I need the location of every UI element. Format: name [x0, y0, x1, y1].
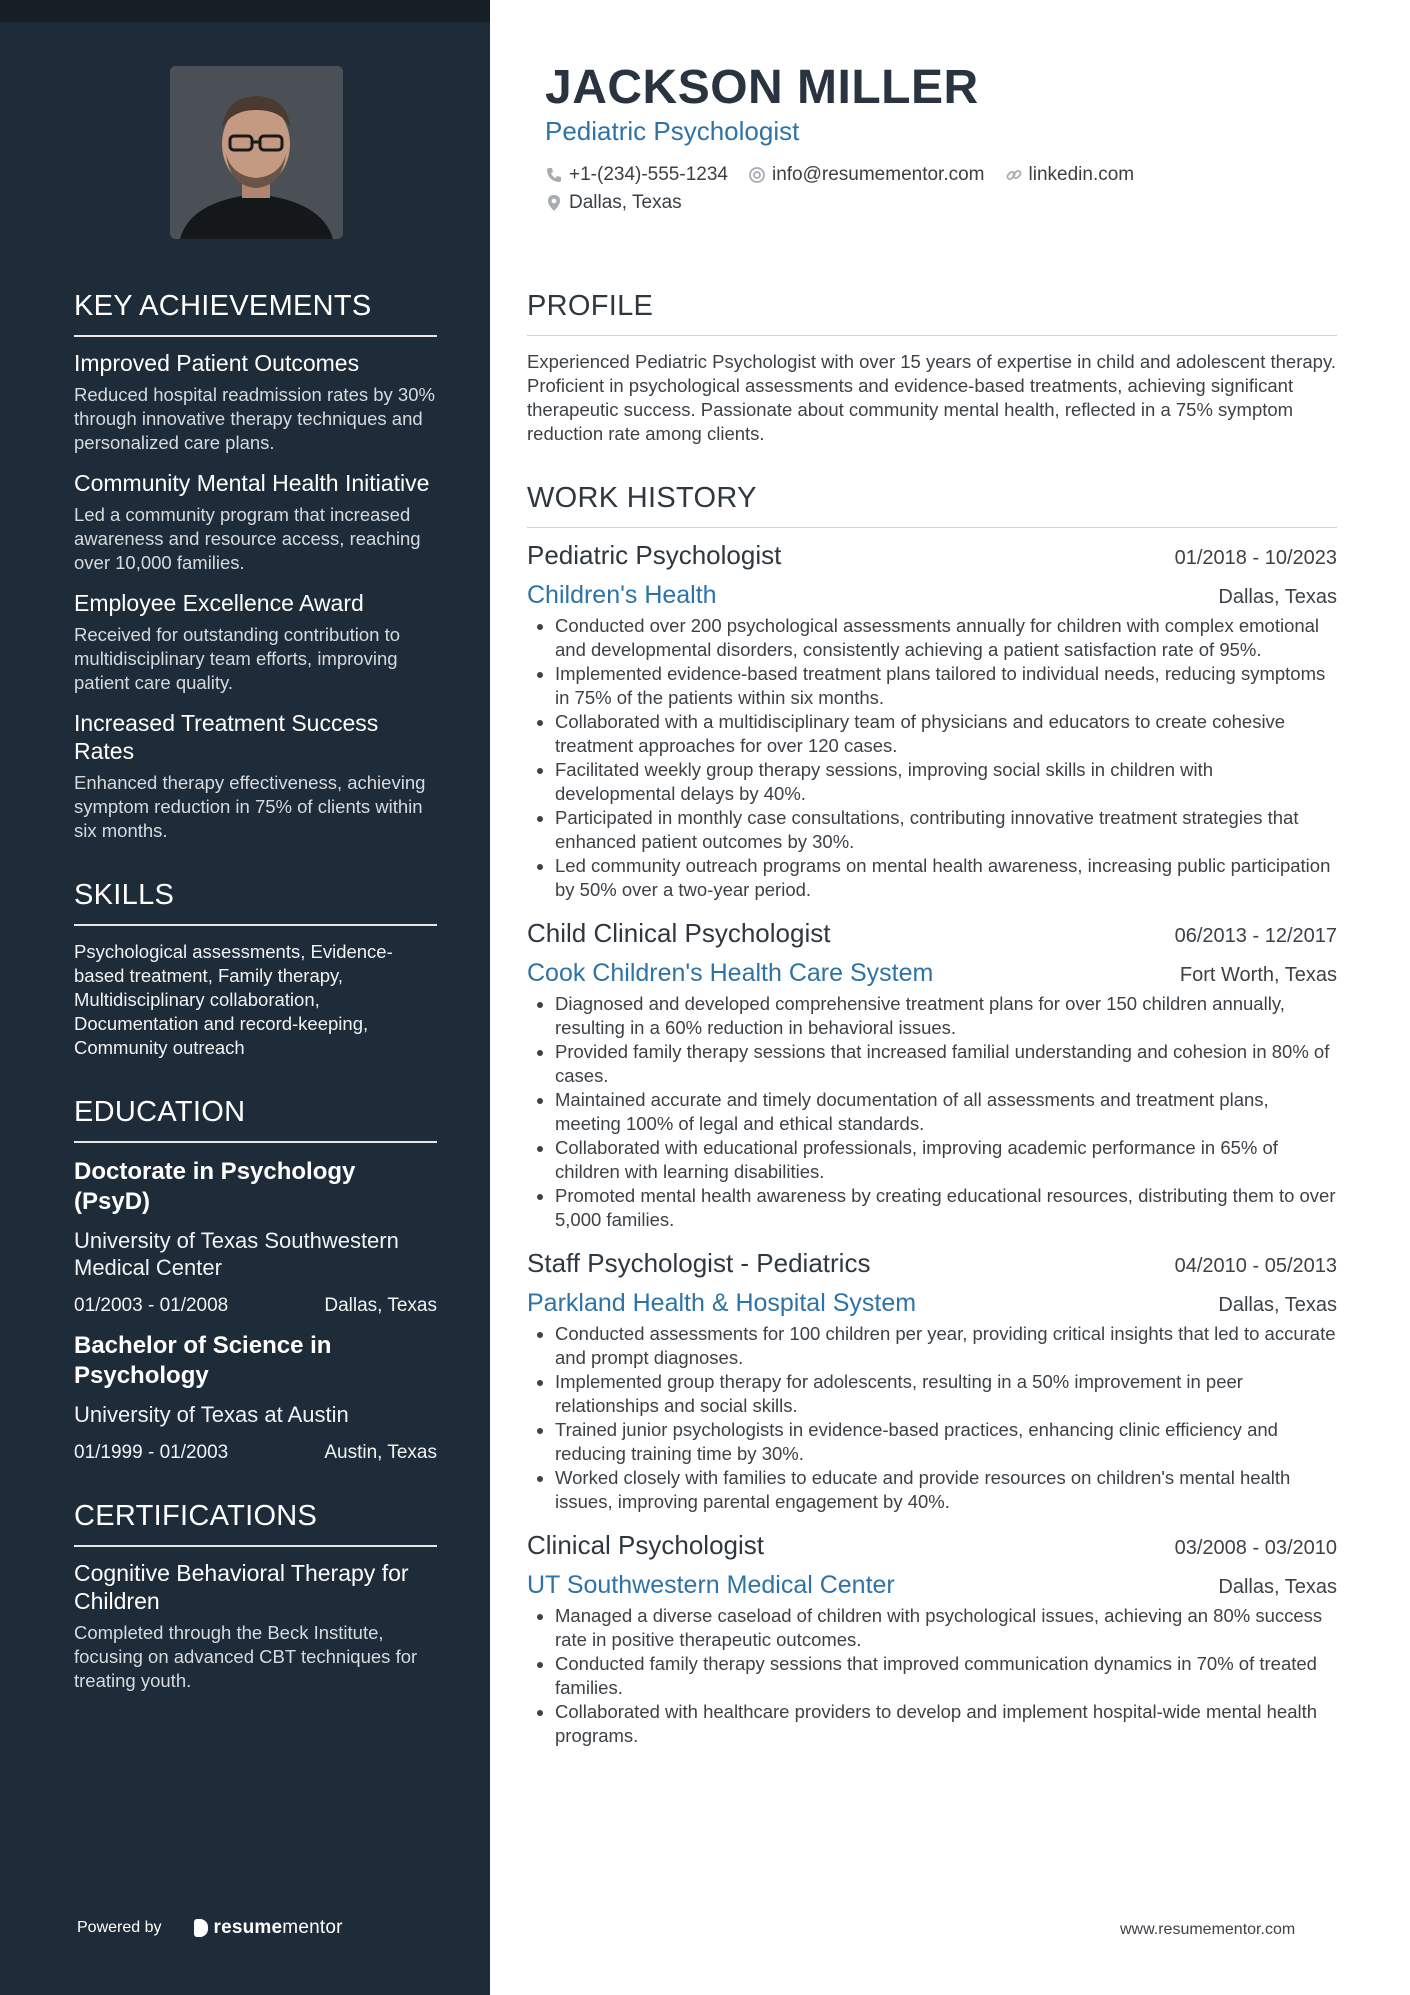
at-icon [748, 166, 766, 184]
work-history-section [527, 482, 1337, 1748]
education-item [74, 1331, 437, 1464]
achievement-desc: Enhanced therapy effectiveness, achieving symptom reduction in 75% of clients within six months. [74, 772, 426, 841]
job-title: Pediatric Psychologist [527, 540, 782, 570]
job-bullet: • Collaborated with healthcare providers to develop and implement hospital-wide mental health programs. [555, 1700, 1337, 1748]
job-bullet: • Conducted over 200 psychological assessments annually for children with complex emotional and developmental disorders, consistently achieving a patient satisfaction rate of 95%. [555, 614, 1337, 662]
achievement-item [74, 469, 437, 575]
phone-text: +1-(234)-555-1234 [569, 164, 728, 185]
achievement-title: Community Mental Health Initiative [74, 470, 430, 496]
sidebar-top-bar [0, 0, 490, 22]
job-title: Child Clinical Psychologist [527, 918, 831, 948]
job-dates: 03/2008 - 03/2010 [1174, 1537, 1337, 1559]
job-company: Children's Health [527, 581, 717, 609]
location-pin-icon [545, 194, 563, 212]
candidate-name: JACKSON MILLER [545, 61, 979, 114]
job-bullet: • Worked closely with families to educate and provide resources on children's mental health issues, improving parental engagement by 40%. [555, 1466, 1337, 1514]
education-item [74, 1157, 437, 1317]
job-location: Dallas, Texas [1218, 586, 1337, 608]
achievement-title: Improved Patient Outcomes [74, 350, 360, 376]
education-location: Dallas, Texas [324, 1295, 437, 1316]
contact-linkedin[interactable] [1005, 164, 1135, 186]
profile-section [527, 290, 1337, 446]
education-school: University of Texas at Austin [74, 1402, 349, 1427]
job-bullet: • Diagnosed and developed comprehensive treatment plans for over 150 children annually, resulting in a 60% reduction in behavioral issues. [555, 992, 1337, 1040]
job-entry [527, 1248, 1337, 1514]
job-company: Cook Children's Health Care System [527, 959, 934, 987]
achievement-item [74, 589, 437, 695]
footer-url[interactable]: www.resumementor.com [1120, 1921, 1296, 1938]
sidebar-content [74, 290, 437, 1729]
job-entry [527, 918, 1337, 1232]
sidebar [0, 0, 490, 1995]
job-entry [527, 540, 1337, 902]
job-bullet: • Led community outreach programs on mental health awareness, increasing public participation by 50% over a two-year period. [555, 854, 1337, 902]
phone-icon [545, 166, 563, 184]
contact-email[interactable] [748, 164, 985, 186]
powered-by-label: Powered by [77, 1919, 162, 1936]
job-title: Clinical Psychologist [527, 1530, 764, 1560]
education-dates: 01/2003 - 01/2008 [74, 1295, 229, 1316]
job-bullet: • Maintained accurate and timely documentation of all assessments and treatment plans, meeting 100% of legal and ethical standards. [555, 1088, 1337, 1136]
candidate-title: Pediatric Psychologist [545, 116, 800, 146]
job-company: Parkland Health & Hospital System [527, 1289, 917, 1317]
education-degree: Bachelor of Science in Psychology [74, 1332, 332, 1389]
education-dates: 01/1999 - 01/2003 [74, 1442, 229, 1463]
certification-item [74, 1559, 437, 1693]
achievement-desc: Received for outstanding contribution to multidisciplinary team efforts, improving patient care quality. [74, 624, 401, 693]
contact-phone[interactable] [545, 164, 728, 186]
job-bullet: • Facilitated weekly group therapy sessions, improving social skills in children with developmental delays by 40%. [555, 758, 1337, 806]
profile-heading: PROFILE [527, 290, 1337, 336]
job-bullet: • Collaborated with educational professionals, improving academic performance in 65% of children with learning disabilities. [555, 1136, 1337, 1184]
brand-logo[interactable] [194, 1917, 343, 1939]
education-degree: Doctorate in Psychology (PsyD) [74, 1158, 356, 1215]
work-history-heading: WORK HISTORY [527, 482, 1337, 528]
certification-desc: Completed through the Beck Institute, focusing on advanced CBT techniques for treating youth. [74, 1622, 418, 1691]
job-location: Dallas, Texas [1218, 1294, 1337, 1316]
brand-name-bold: resume [213, 1917, 283, 1938]
job-title: Staff Psychologist - Pediatrics [527, 1248, 871, 1278]
contact-row-location [545, 192, 702, 214]
brand-name-light: mentor [282, 1917, 343, 1938]
contact-row [545, 164, 1154, 186]
job-dates: 04/2010 - 05/2013 [1174, 1255, 1337, 1277]
achievement-title: Increased Treatment Success Rates [74, 710, 379, 764]
profile-text: Experienced Pediatric Psychologist with over 15 years of expertise in child and adolescent therapy. Proficient in psychological assessments and evidence-based treatments, achieving significant therapeutic success. Passionate about community mental health, reflected in a 75% symptom reduction rate among clients. [527, 351, 1336, 444]
education-section [74, 1096, 437, 1464]
job-bullet: • Collaborated with a multidisciplinary team of physicians and educators to create cohesive treatment approaches for over 120 cases. [555, 710, 1337, 758]
email-text: info@resumementor.com [771, 164, 985, 185]
job-bullets [527, 992, 1337, 1232]
job-location: Dallas, Texas [1218, 1576, 1337, 1598]
skills-list: Psychological assessments, Evidence-based treatment, Family therapy, Multidisciplinary collaboration, Documentation and record-keeping, Community outreach [74, 941, 393, 1058]
job-bullet: • Conducted assessments for 100 children per year, providing critical insights that led to accurate and prompt diagnoses. [555, 1322, 1337, 1370]
job-dates: 06/2013 - 12/2017 [1174, 925, 1337, 947]
contact-location [545, 192, 682, 214]
job-bullet: • Trained junior psychologists in evidence-based practices, enhancing clinic efficiency and reducing training time by 30%. [555, 1418, 1337, 1466]
powered-by [77, 1917, 343, 1939]
job-entry [527, 1530, 1337, 1748]
skills-heading: SKILLS [74, 879, 437, 926]
link-icon [1005, 166, 1023, 184]
job-location: Fort Worth, Texas [1179, 964, 1337, 986]
job-bullet: • Conducted family therapy sessions that improved communication dynamics in 70% of treated families. [555, 1652, 1337, 1700]
job-bullet: • Implemented evidence-based treatment plans tailored to individual needs, reducing symptoms in 75% of the patients within six months. [555, 662, 1337, 710]
linkedin-text: linkedin.com [1028, 164, 1135, 185]
profile-photo-illustration [170, 66, 343, 239]
job-company: UT Southwestern Medical Center [527, 1571, 895, 1599]
job-bullet: • Promoted mental health awareness by creating educational resources, distributing them to over 5,000 families. [555, 1184, 1337, 1232]
education-location: Austin, Texas [324, 1442, 437, 1463]
job-bullet: • Implemented group therapy for adolescents, resulting in a 50% improvement in peer relationships and social skills. [555, 1370, 1337, 1418]
job-bullets [527, 1604, 1337, 1748]
achievement-item [74, 349, 437, 455]
job-bullets [527, 614, 1337, 902]
job-bullet: • Managed a diverse caseload of children with psychological issues, achieving an 80% success rate in positive therapeutic outcomes. [555, 1604, 1337, 1652]
certification-title: Cognitive Behavioral Therapy for Children [74, 1560, 409, 1614]
brand-logo-icon [194, 1919, 208, 1937]
job-bullet: • Participated in monthly case consultations, contributing innovative treatment strategies that enhanced patient outcomes by 30%. [555, 806, 1337, 854]
job-dates: 01/2018 - 10/2023 [1174, 547, 1337, 569]
achievements-heading: KEY ACHIEVEMENTS [74, 290, 437, 337]
job-bullet: • Provided family therapy sessions that increased familial understanding and cohesion in 80% of cases. [555, 1040, 1337, 1088]
education-heading: EDUCATION [74, 1096, 437, 1143]
job-bullets [527, 1322, 1337, 1514]
achievements-section [74, 290, 437, 843]
achievement-desc: Led a community program that increased awareness and resource access, reaching over 10,000 families. [74, 504, 421, 573]
achievement-desc: Reduced hospital readmission rates by 30% through innovative therapy techniques and personalized care plans. [74, 384, 435, 453]
certifications-section [74, 1500, 437, 1693]
education-school: University of Texas Southwestern Medical Center [74, 1228, 399, 1280]
achievement-title: Employee Excellence Award [74, 590, 364, 616]
profile-photo [170, 66, 343, 239]
location-text: Dallas, Texas [569, 192, 682, 213]
skills-section [74, 879, 437, 1060]
achievement-item [74, 709, 437, 843]
certifications-heading: CERTIFICATIONS [74, 1500, 437, 1547]
main-body [527, 290, 1337, 1748]
